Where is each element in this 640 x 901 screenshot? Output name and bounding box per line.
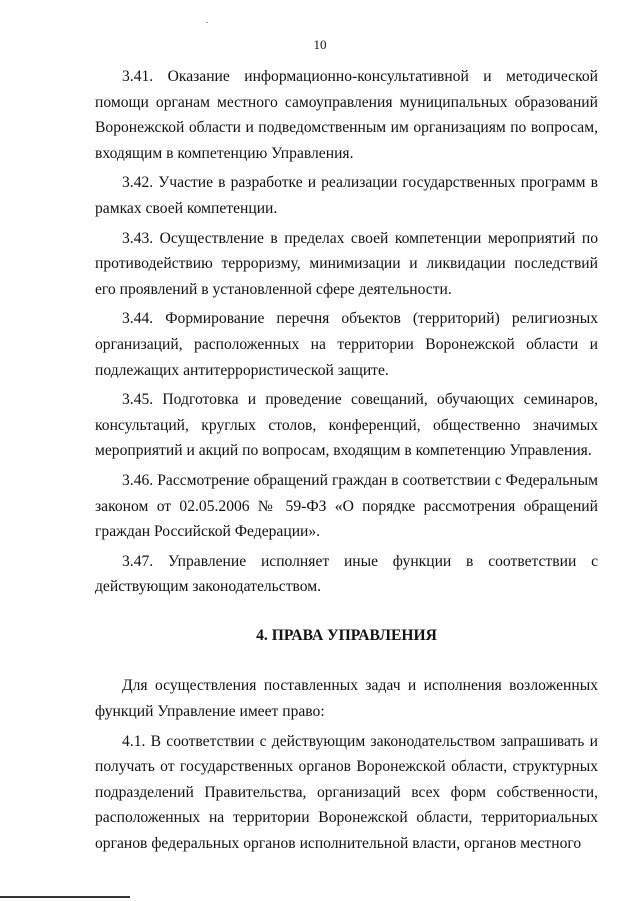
scan-speck [206, 22, 208, 23]
page-number: 10 [313, 37, 327, 52]
document-body [95, 64, 598, 857]
paragraph-3-43: 3.43. Осуществление в пределах своей компетенции мероприятий по противодействию терроризму, минимизации и ликвидации последствий его проявлений в установленной сфере деятельности. [95, 229, 598, 298]
paragraph-3-47: 3.47. Управление исполняет иные функции в соответствии с действующим законодательством. [95, 552, 598, 596]
paragraph-3-42: 3.42. Участие в разработке и реализации государственных программ в рамках своей компетенции. [95, 174, 598, 217]
paragraph-3-44: 3.44. Формирование перечня объектов (территорий) религиозных организаций, расположенных на территории Воронежской области и подлежащих антитеррористической защите. [95, 310, 598, 379]
paragraph-3-45: 3.45. Подготовка и проведение совещаний, обучающих семинаров, консультаций, круглых столов, конференций, общественно значимых мероприятий и акций по вопросам, входящим в компетенцию Управления. [95, 391, 598, 460]
paragraph-3-46: 3.46. Рассмотрение обращений граждан в соответствии с Федеральным законом от 02.05.2006 № 59-ФЗ «О порядке рассмотрения обращений граждан Российской Федерации». [95, 471, 598, 541]
section-heading: 4. ПРАВА УПРАВЛЕНИЯ [256, 626, 437, 644]
paragraph-3-41: 3.41. Оказание информационно-консультативной и методической помощи органам местного самоуправления муниципальных образований Воронежской области и подведомственным им организациям по вопросам, входящим в компетенцию Управления. [95, 68, 598, 162]
paragraph-intro: Для осуществления поставленных задач и исполнения возложенных функций Управление имеет право: [95, 677, 598, 721]
scan-edge-mark [0, 896, 130, 898]
paragraph-4-1: 4.1. В соответствии с действующим законодательством запрашивать и получать от государственных органов Воронежской области, структурных подразделений Правительства, организаций всех форм собственности, расположенных на территории Воронежской области, территориальных органов федеральных органов исполнительной власти, органов местного [95, 732, 598, 853]
